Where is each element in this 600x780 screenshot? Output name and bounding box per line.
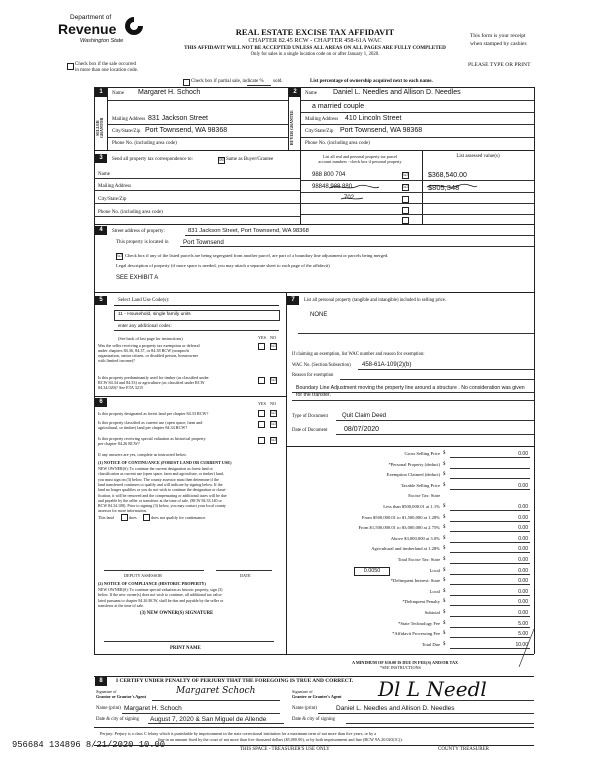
tax-row-label: Local — [429, 588, 440, 594]
buyer-name-continued[interactable]: a married couple — [312, 103, 365, 110]
tax-row-label: Exemption Claimed (deduct) — [386, 472, 440, 478]
minimum-due-note: A MINIMUM OF $10.00 IS DUE IN FEE(S) AND/OR TAX — [352, 660, 459, 665]
timber-question-2: RCW 84.34 and 84.33) or agriculture (as classified under RCW — [98, 380, 205, 385]
tax-row-dollar: $ — [443, 620, 446, 626]
personal-property-checkbox[interactable] — [402, 196, 409, 203]
section-6-badge: 6 — [95, 398, 107, 407]
tax-row-dollar: $ — [443, 610, 446, 615]
grantor-date-label: Date & city of signing — [96, 717, 139, 722]
tax-row-value[interactable]: 5.00 — [518, 620, 528, 627]
street-address[interactable]: 831 Jackson Street, Port Townsend, WA 98368 — [188, 228, 309, 234]
timber-yes-checkbox[interactable] — [258, 377, 265, 384]
exempt-question-3: organization, senior citizen, or disabled person, homeowner — [98, 353, 199, 358]
tax-row-value[interactable]: 5.00 — [518, 631, 528, 638]
tax-row-dollar: $ — [443, 578, 446, 584]
same-as-buyer-checkbox[interactable]: ☒ — [219, 157, 224, 163]
receipt-note-1: This form is your receipt — [470, 33, 526, 39]
current-use-no-checkbox[interactable]: ☑ — [271, 421, 276, 427]
this-land-label: This land — [98, 515, 114, 520]
historic-notice-line: NEW OWNER(S): To continue special valuation as historic property, sign (3) — [98, 587, 223, 592]
continuance-text-line: fication, it will be removed and the compensating or additional taxes will be due — [98, 492, 227, 498]
print-name-label: PRINT NAME — [170, 646, 201, 651]
segregation-label: Check box if any of the listed parcels are being segregated from another parcel, are part of a boundary line adjustment or parcels being merged. — [125, 253, 389, 258]
document-date-label: Date of Document — [292, 428, 328, 433]
tax-row-label: From $1,500,000.01 to $3,000,000 at 2.75% — [358, 525, 440, 531]
sec3-city-label: City/State/Zip — [98, 197, 127, 202]
grantee-date-label: Date & city of signing — [292, 717, 335, 722]
tax-row-label: Agricultural and timberland at 1.28% — [371, 546, 440, 552]
assessed-value[interactable]: $368,540.00 — [428, 172, 467, 179]
tax-row-dollar: $ — [443, 567, 446, 573]
tax-row-dollar: $ — [443, 631, 446, 637]
grantor-date-city[interactable]: August 7, 2020 & San Miguel de Allende — [150, 716, 267, 723]
current-use-question-1: Is this property classified as current use (open space, farm and — [98, 420, 203, 425]
buyer-name-label: Name — [305, 91, 317, 96]
buyer-phone-label: Phone No. (including area code) — [305, 141, 370, 146]
tax-row-dollar: $ — [443, 461, 446, 467]
segregation-checkbox[interactable]: ☑ — [117, 253, 122, 259]
personal-property-checkbox[interactable] — [402, 207, 409, 214]
tax-row-dollar: $ — [443, 525, 446, 531]
does-qualify-checkbox[interactable] — [121, 514, 128, 521]
tax-row-dollar: $ — [443, 504, 446, 509]
tax-row-dollar: $ — [443, 557, 446, 562]
historic-notice-line: transferor at the time of sale. — [98, 602, 144, 608]
see-back-note: (See back of last page for instructions) — [118, 336, 183, 341]
section-3-badge: 3 — [95, 154, 107, 163]
historic-notice-line: below. If the new owner(s) does not wish to continue, all additional tax calcu- — [98, 592, 223, 598]
continuance-text-line: land transferred continues to qualify and will indicate by signing below. If the — [98, 481, 223, 487]
additional-codes-label: enter any additional codes: — [118, 324, 172, 329]
continuance-text-line: RCW 84.34.108). Prior to signing (3) below, you may contact your local county — [98, 503, 226, 509]
forest-yes-checkbox[interactable] — [258, 410, 265, 417]
revenue-swoosh-icon — [124, 16, 144, 36]
current-use-yes-checkbox[interactable] — [258, 421, 265, 428]
historic-no-checkbox[interactable]: ☑ — [271, 437, 276, 443]
new-owner-signature-label: (3) NEW OWNER(S) SIGNATURE — [140, 611, 214, 616]
grantee-signature-label-2: Grantee or Grantee's Agent — [292, 694, 342, 699]
tax-row-dollar: $ — [443, 451, 446, 456]
tax-calculation-table — [288, 451, 532, 651]
continuance-text-line: NEW OWNER(S): To continue the current designation as forest land or — [98, 466, 213, 471]
tax-row-value[interactable]: 0.00 — [518, 451, 528, 457]
located-in[interactable]: Port Townsend — [183, 239, 224, 246]
same-as-buyer-label: Same as Buyer/Grantee — [226, 157, 274, 162]
tax-row-label: From $500,000.01 to $1,500,000 at 1.28% — [361, 514, 440, 520]
assessed-header: List assessed value(s) — [456, 154, 500, 159]
deputy-date-label: DATE — [240, 573, 251, 578]
street-address-label: Street address of property: — [112, 229, 165, 234]
partial-sale-label: Check box if partial sale, indicate % — [191, 79, 264, 84]
buyer-mailing[interactable]: 410 Lincoln Street — [345, 115, 402, 122]
sold-label: sold. — [273, 79, 283, 84]
grantor-name[interactable]: Margaret H. Schoch — [124, 705, 182, 712]
see-instructions-note: *SEE INSTRUCTIONS — [380, 665, 421, 670]
perjury-line-2: fine in an amount fixed by the court of not more than five thousand dollars ($5,000.00), or by both imprisonment and fine (RCW 9A.20.020(1C)). — [158, 737, 403, 742]
ownership-label: List percentage of ownership acquired next to each name. — [310, 79, 433, 84]
historic-notice-title: (2) NOTICE OF COMPLIANCE (HISTORIC PROPERTY) — [98, 581, 206, 586]
personal-property-checkbox[interactable]: ☑ — [403, 184, 408, 190]
exemption-label: If claiming an exemption, list WAC number and reason for exemption: — [292, 352, 425, 357]
timber-no-checkbox[interactable]: ☑ — [271, 377, 276, 383]
tax-row-dollar: $ — [443, 472, 446, 478]
tax-row-value[interactable]: 0.00 — [518, 567, 528, 574]
exempt-no-checkbox[interactable]: ☑ — [271, 343, 276, 349]
agency-name: Revenue — [58, 21, 117, 37]
buyer-side-label: BUYER GRANTEE — [289, 110, 294, 146]
does-label: does — [129, 515, 137, 520]
tax-row-label: Taxable Selling Price — [400, 482, 440, 488]
grantee-signature[interactable]: Dl L Needl — [378, 677, 487, 701]
county-treasurer: COUNTY TREASURER — [438, 747, 489, 752]
continuance-text-line: land no longer qualifies or you do not wish to continue the designation or classi- — [98, 487, 227, 493]
tax-row-dollar: $ — [443, 641, 446, 647]
land-use-label: Select Land Use Code(s): — [118, 298, 170, 303]
tax-row-label: Total Due — [421, 641, 440, 647]
tax-row-dollar: $ — [443, 546, 446, 552]
wac-label: WAC No. (Section/Subsection) — [292, 363, 351, 368]
continuance-text-line: you must sign on (3) below. The county assessor must then determine if the — [98, 476, 219, 482]
historic-question-1: Is this property receiving special valuation as historical property — [98, 436, 206, 441]
wac-value[interactable]: 458-61A-109(2)(b) — [362, 362, 412, 368]
exempt-question-2: under chapters 84.36, 84.37, or 84.38 RCW (nonprofit — [98, 348, 190, 353]
tax-row-dollar: $ — [443, 588, 446, 594]
section-4-badge: 4 — [95, 226, 107, 235]
section-5-badge: 5 — [95, 296, 107, 305]
value-strikeout-mark — [426, 181, 478, 192]
tax-row-value[interactable]: 0.00 — [518, 514, 528, 521]
historic-notice-line: lated pursuant to chapter 84.26 RCW, shall be due and payable by the seller or — [98, 597, 224, 603]
assessed-value[interactable]: $805,348 — [428, 183, 460, 192]
partial-sale-checkbox[interactable] — [183, 79, 190, 86]
section-2-badge: 2 — [289, 88, 301, 97]
grantor-signature[interactable]: Margaret Schoch — [176, 686, 256, 696]
grantee-name-label: Name (print) — [292, 706, 317, 711]
personal-property-label: List all personal property (tangible and intangible) included in selling price. — [304, 298, 447, 303]
tax-row-label: *Affidavit Processing Fee — [392, 631, 440, 637]
sec5-no-label: NO — [270, 335, 277, 340]
document-date[interactable]: 08/07/2020 — [344, 426, 380, 433]
tax-row-value[interactable]: 0.00 — [518, 546, 528, 553]
seller-mailing-label: Mailing Address — [112, 117, 146, 122]
land-use-select[interactable] — [114, 310, 280, 321]
personal-property-checkbox[interactable]: ☑ — [403, 172, 408, 178]
tax-row-label: Above $3,000,000 at 3.0% — [390, 535, 440, 541]
personal-property-value[interactable]: NONE — [310, 312, 328, 318]
sec6-no-label: NO — [270, 401, 277, 406]
multi-location-checkbox[interactable] — [67, 63, 74, 70]
sec3-name-label: Name — [98, 172, 110, 177]
reason-value[interactable]: Boundary Line Adjustment moving the property line around a structure . No consideration was given for the transfer. — [296, 385, 525, 398]
tax-row-value[interactable]: 0.00 — [518, 610, 528, 616]
certify-statement: I CERTIFY UNDER PENALTY OF PERJURY THAT THE FOREGOING IS TRUE AND CORRECT. — [116, 678, 354, 684]
legal-description[interactable]: SEE EXHIBIT A — [116, 275, 159, 281]
parcel-strikeout-mark-2 — [340, 195, 364, 202]
buyer-mailing-label: Mailing Address — [305, 117, 339, 122]
tax-row-dollar: $ — [443, 599, 446, 605]
tax-row-value[interactable]: 0.00 — [518, 535, 528, 542]
buyer-city-label: City/State/Zip — [305, 129, 334, 134]
seller-phone-label: Phone No. (including area code) — [112, 141, 177, 146]
parcel-strikeout-mark — [328, 183, 380, 192]
buyer-city[interactable]: Port Townsend, WA 98368 — [340, 127, 423, 134]
form-subtitle: Only for sales in a single location code on or after January 1, 2020. — [250, 52, 380, 57]
perjury-line-1: Perjury: Perjury is a class C felony which is punishable by imprisonment in the state correctional institution for a maximum term of not more than five years, or by a — [100, 731, 377, 736]
tax-row-label: Local — [429, 567, 440, 573]
tax-row-dollar: $ — [443, 514, 446, 520]
agency-line1: Department of — [70, 14, 112, 21]
tax-row-label: *Delinquent Penalty — [402, 599, 440, 605]
multi-location-label-2: in more than one location code. — [75, 68, 139, 73]
agency-state: Washington State — [80, 38, 124, 44]
send-correspondence-label: Send all property tax correspondence to: — [112, 157, 193, 162]
grantor-signature-label-1: Signature of — [96, 689, 117, 694]
sec6-instructions: If any answers are yes, complete as instructed below. — [98, 452, 187, 457]
seller-city[interactable]: Port Townsend, WA 98368 — [145, 127, 228, 134]
tax-row-label: *Personal Property (deduct) — [388, 461, 440, 467]
document-type-label: Type of Document — [292, 414, 328, 419]
cashier-stamp: 956684 134896 8/21/2020 10.00 — [12, 740, 166, 750]
sec5-yes-label: YES — [258, 335, 266, 340]
document-type[interactable]: Quit Claim Deed — [342, 413, 387, 419]
grantee-signature-label-1: Signature of — [292, 689, 313, 694]
section-8-badge: 8 — [95, 677, 107, 686]
tax-row-dollar: $ — [443, 482, 446, 488]
continuance-text-line: assessor for more information. — [98, 508, 147, 514]
current-use-question-2: agricultural, or timber) land per chapter 84.34 RCW? — [98, 425, 188, 430]
tax-row-label: *State Technology Fee — [398, 620, 440, 626]
exempt-question-4: with limited income)? — [98, 358, 135, 363]
deputy-assessor-label: DEPUTY ASSESSOR — [124, 573, 162, 578]
personal-property-checkbox[interactable] — [402, 217, 409, 224]
tax-row-value[interactable]: 0.00 — [518, 588, 528, 595]
reason-label: Reason for exemption — [292, 373, 334, 378]
tax-row-label: Excise Tax: State — [408, 493, 440, 499]
timber-question-1: Is this property predominantly used for timber (as classified under — [98, 375, 209, 380]
parcel-header-2: account numbers - check box if personal property — [318, 159, 402, 164]
grantee-name[interactable]: Daniel L. Needles and Allison D. Needles — [336, 705, 455, 712]
section-7-badge: 7 — [287, 296, 299, 305]
parcel-number[interactable]: 988 800 704 — [312, 172, 346, 178]
tax-row-label: Total Excise Tax: State — [397, 557, 440, 562]
tax-row-value[interactable]: 10.00 — [515, 641, 528, 648]
historic-yes-checkbox[interactable] — [258, 437, 265, 444]
receipt-note-2: when stamped by cashier. — [470, 41, 528, 47]
parcel-number[interactable]: 98848 988 880 — [312, 184, 353, 190]
form-warning: THIS AFFIDAVIT WILL NOT BE ACCEPTED UNLESS ALL AREAS ON ALL PAGES ARE FULLY COMPLETED — [184, 45, 446, 51]
sec6-yes-label: YES — [258, 401, 266, 406]
buyer-name[interactable]: Daniel L. Needles and Allison D. Needles — [333, 89, 461, 96]
tax-row-value[interactable]: 0.00 — [518, 504, 528, 510]
tax-row-value[interactable]: 0.00 — [518, 599, 528, 606]
does-not-qualify-checkbox[interactable] — [143, 514, 150, 521]
seller-name[interactable]: Margaret H. Schoch — [138, 89, 201, 96]
continuance-text-line: and payable by the seller or transferor at the time of sale. (RCW 84.33.140 or — [98, 497, 222, 503]
type-note: PLEASE TYPE OR PRINT — [468, 62, 531, 68]
tax-row-value[interactable]: 0.00 — [518, 557, 528, 563]
land-use-value: 11 - Household, single family units — [118, 312, 191, 317]
seller-city-label: City/State/Zip — [112, 129, 141, 134]
form-title: REAL ESTATE EXCISE TAX AFFIDAVIT — [235, 27, 395, 37]
tax-row-label: Gross Selling Price — [404, 451, 440, 456]
certify-slash-mark — [516, 628, 536, 668]
revenue-logo — [58, 14, 168, 52]
tax-row-value[interactable]: 0.00 — [518, 482, 528, 489]
multi-location-label-1: Check box if the sale occurred — [75, 62, 136, 67]
tax-row-value[interactable]: 0.00 — [518, 525, 528, 532]
parcel-header-1: List all real and personal property tax parcel — [322, 154, 398, 159]
forest-question: Is this property designated as forest land per chapter 84.33 RCW? — [98, 411, 209, 416]
sec3-phone-label: Phone No. (including area code) — [98, 210, 163, 215]
exempt-yes-checkbox[interactable] — [258, 343, 265, 350]
tax-row-value[interactable]: 0.00 — [518, 578, 528, 585]
local-rate-box[interactable]: 0.0050 — [354, 567, 390, 576]
historic-question-2: per chapter 84.26 RCW? — [98, 441, 140, 446]
sec3-mailing-label: Mailing Address — [98, 184, 132, 189]
timber-question-3: 84.34.020)? See ETA 3215 — [98, 385, 144, 390]
legal-description-label: Legal description of property (if more space is needed, you may attach a separate sheet to each page of the affidavit) — [116, 263, 330, 268]
continuance-title: (1) NOTICE OF CONTINUANCE (FOREST LAND OR CURRENT USE) — [98, 460, 232, 465]
continuance-text-line: classification as current use (open space, farm and agriculture, or timber) land, — [98, 471, 224, 477]
located-in-label: This property is located in — [116, 240, 169, 245]
tax-row-label: Subtotal — [424, 610, 440, 615]
forest-no-checkbox[interactable]: ☑ — [271, 410, 276, 416]
exempt-question-1: Was the seller receiving a property tax exemption or deferral — [98, 343, 200, 348]
parcel-number[interactable]: 702 — [344, 195, 355, 201]
form-chapter: CHAPTER 82.45 RCW - CHAPTER 458-61A WAC — [248, 37, 382, 44]
seller-side-label: SELLER GRANTOR — [95, 117, 104, 139]
grantor-signature-label-2: Grantor or Grantor's Agent — [96, 694, 146, 699]
does-not-label: does not qualify for continuance. — [151, 515, 207, 520]
tax-row-dollar: $ — [443, 535, 446, 541]
tax-row-label: *Delinquent Interest: State — [390, 578, 440, 584]
section-1-badge: 1 — [95, 88, 107, 97]
treasurer-use-only: THIS SPACE - TREASURER'S USE ONLY — [240, 747, 330, 752]
grantor-name-label: Name (print) — [96, 706, 121, 711]
tax-row-label: Less than $500,000.01 at 1.1% — [383, 504, 440, 509]
seller-name-label: Name — [112, 91, 124, 96]
seller-mailing[interactable]: 831 Jackson Street — [148, 115, 208, 122]
